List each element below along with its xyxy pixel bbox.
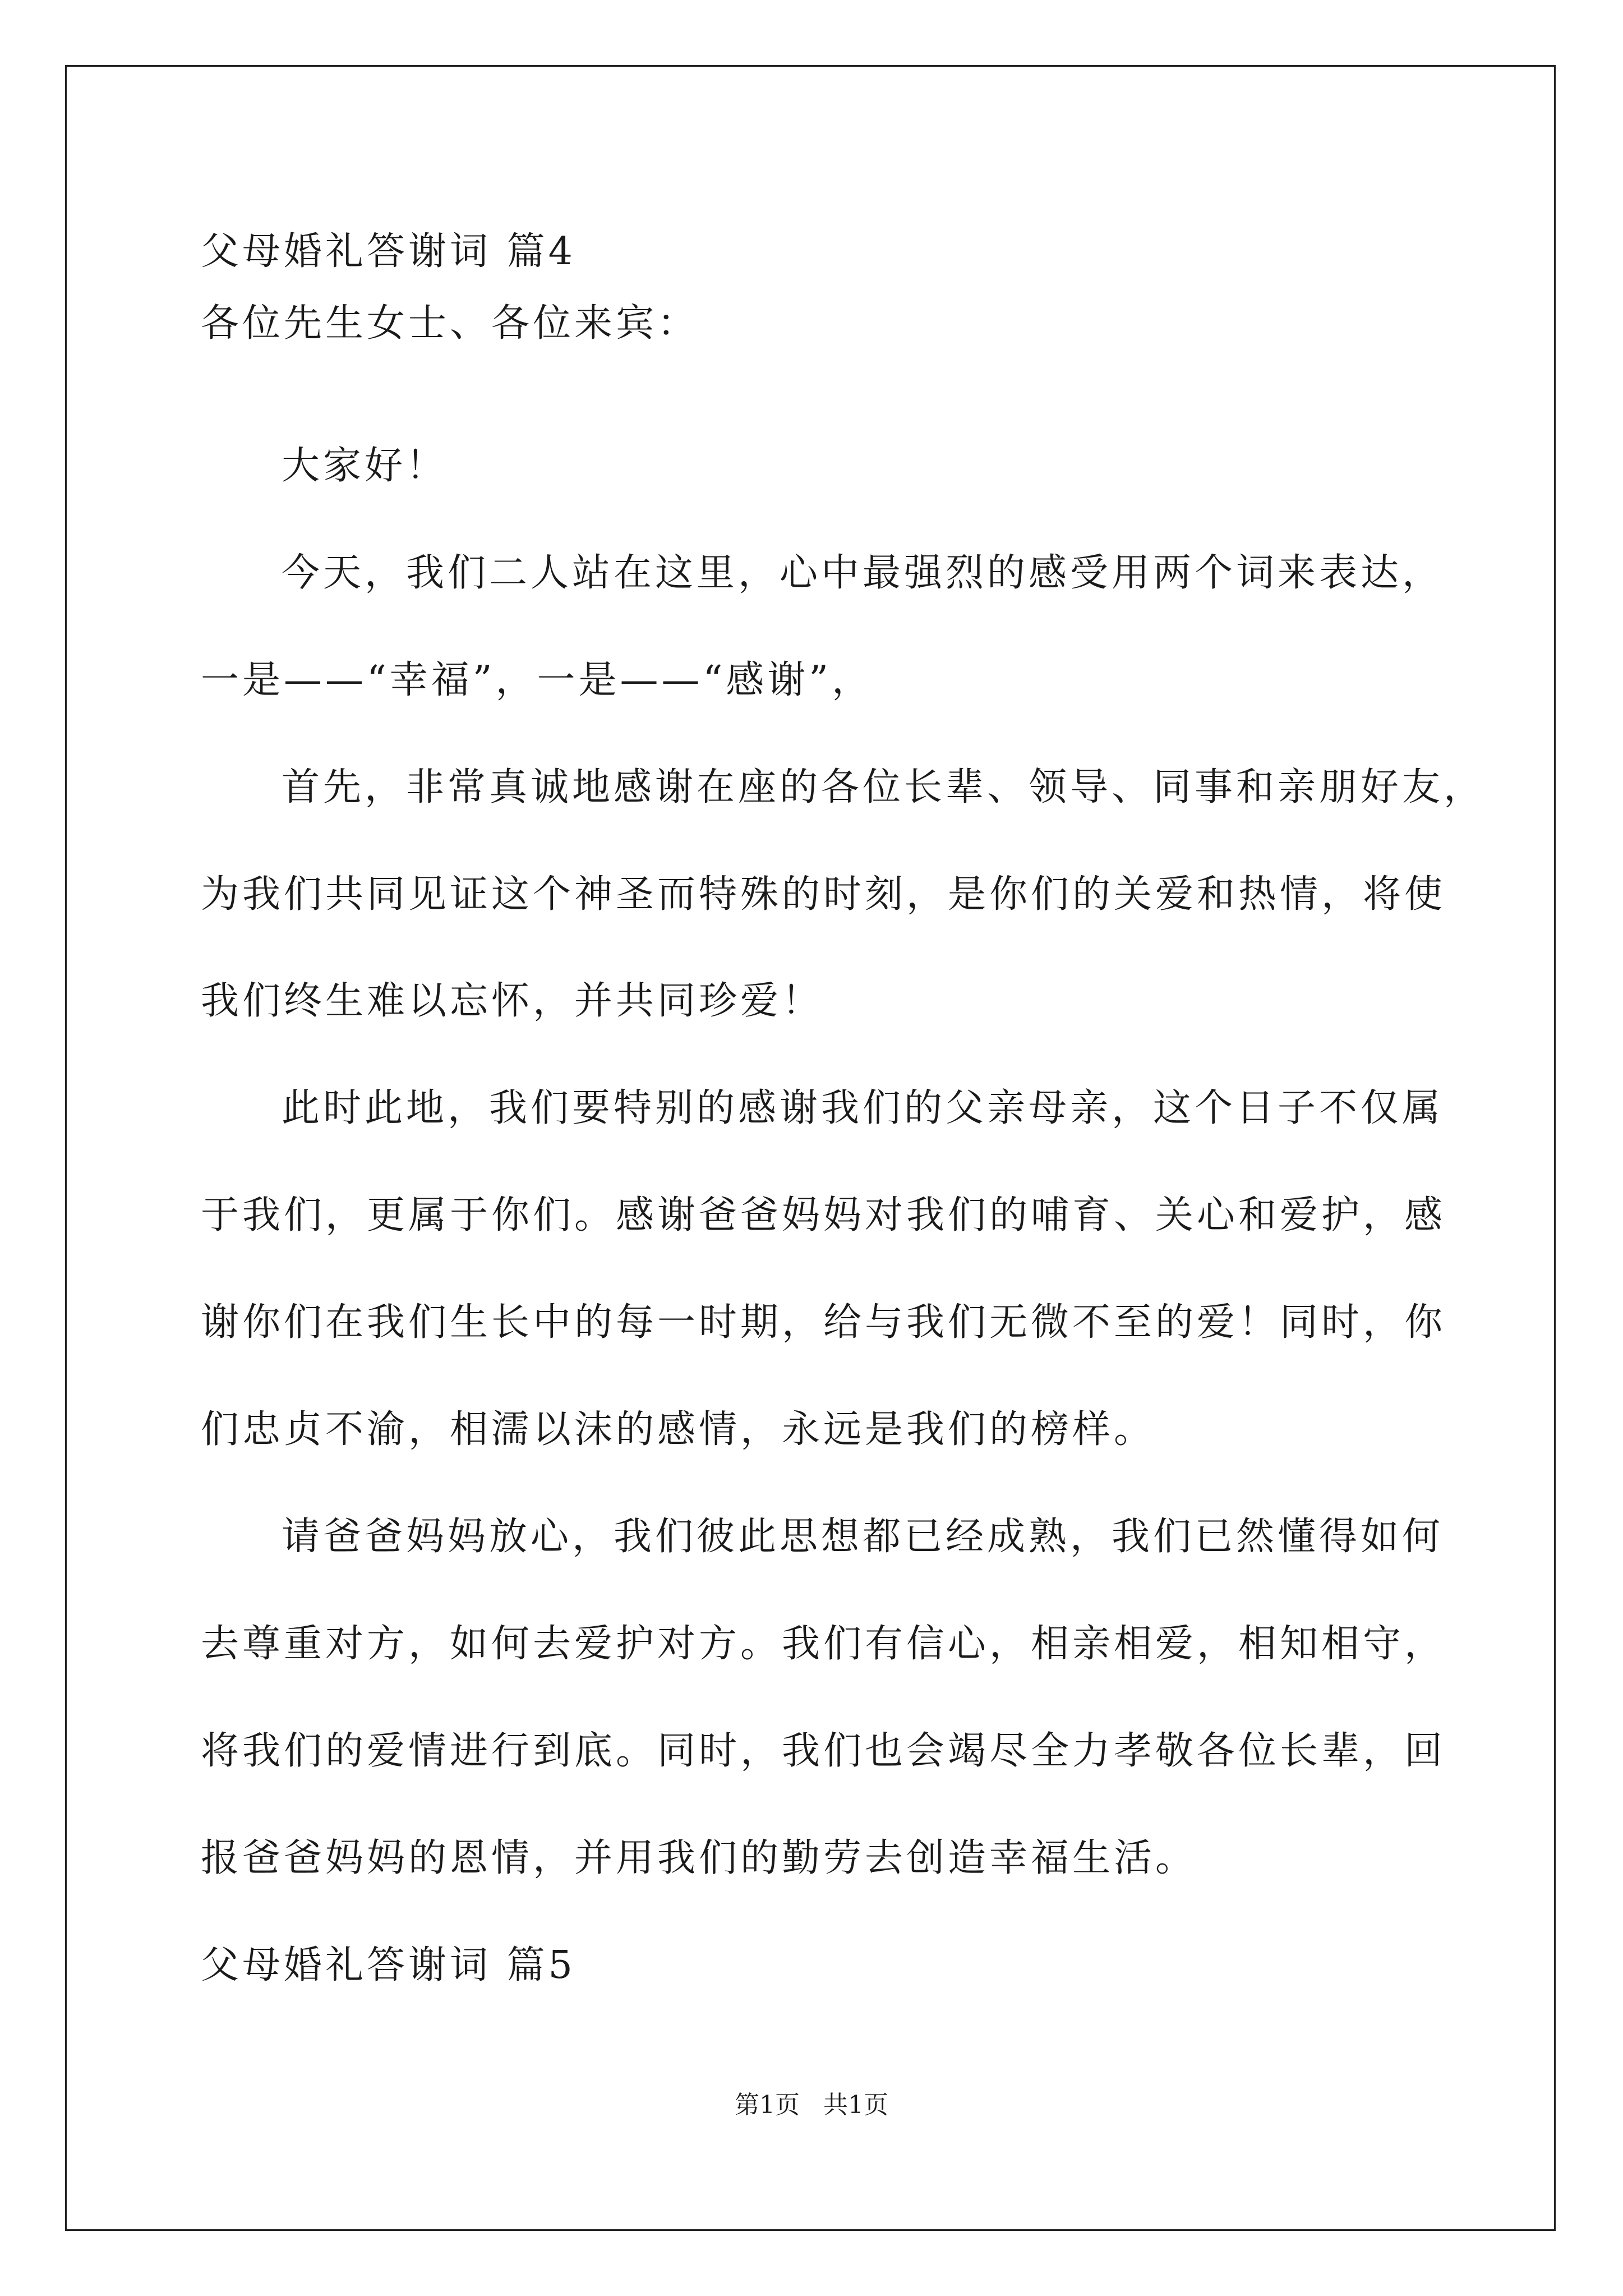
greeting: 大家好！ [282,444,448,488]
paragraph-line: 一是——“幸福”，一是——“感谢”， [201,658,874,702]
page-number: 第1页 共1页 [735,2091,888,2119]
section-heading: 父母婚礼答谢词 篇5 [201,1943,576,1987]
page-border [65,65,1556,2231]
paragraph-line: 为我们共同见证这个神圣而特殊的时刻，是你们的关爱和热情，将使 [201,872,1446,917]
paragraph-line: 报爸爸妈妈的恩情，并用我们的勤劳去创造幸福生活。 [201,1836,1197,1880]
section-heading: 父母婚礼答谢词 篇4 [201,229,576,274]
paragraph-line: 今天，我们二人站在这里，心中最强烈的感受用两个词来表达， [282,551,1444,595]
salutation: 各位先生女士、各位来宾： [201,301,699,346]
paragraph-line: 将我们的爱情进行到底。同时，我们也会竭尽全力孝敬各位长辈，回 [201,1729,1446,1773]
paragraph-line: 谢你们在我们生长中的每一时期，给与我们无微不至的爱！同时，你 [201,1300,1446,1345]
paragraph-line: 我们终生难以忘怀，并共同珍爱！ [201,979,824,1023]
paragraph-line: 于我们，更属于你们。感谢爸爸妈妈对我们的哺育、关心和爱护，感 [201,1193,1446,1237]
paragraph-line: 们忠贞不渝，相濡以沫的感情，永远是我们的榜样。 [201,1407,1156,1452]
paragraph-line: 首先，非常真诚地感谢在座的各位长辈、领导、同事和亲朋好友， [282,765,1486,809]
paragraph-line: 去尊重对方，如何去爱护对方。我们有信心，相亲相爱，相知相守， [201,1622,1446,1666]
paragraph-line: 此时此地，我们要特别的感谢我们的父亲母亲，这个日子不仅属 [282,1086,1444,1130]
paragraph-line: 请爸爸妈妈放心，我们彼此思想都已经成熟，我们已然懂得如何 [282,1515,1444,1559]
